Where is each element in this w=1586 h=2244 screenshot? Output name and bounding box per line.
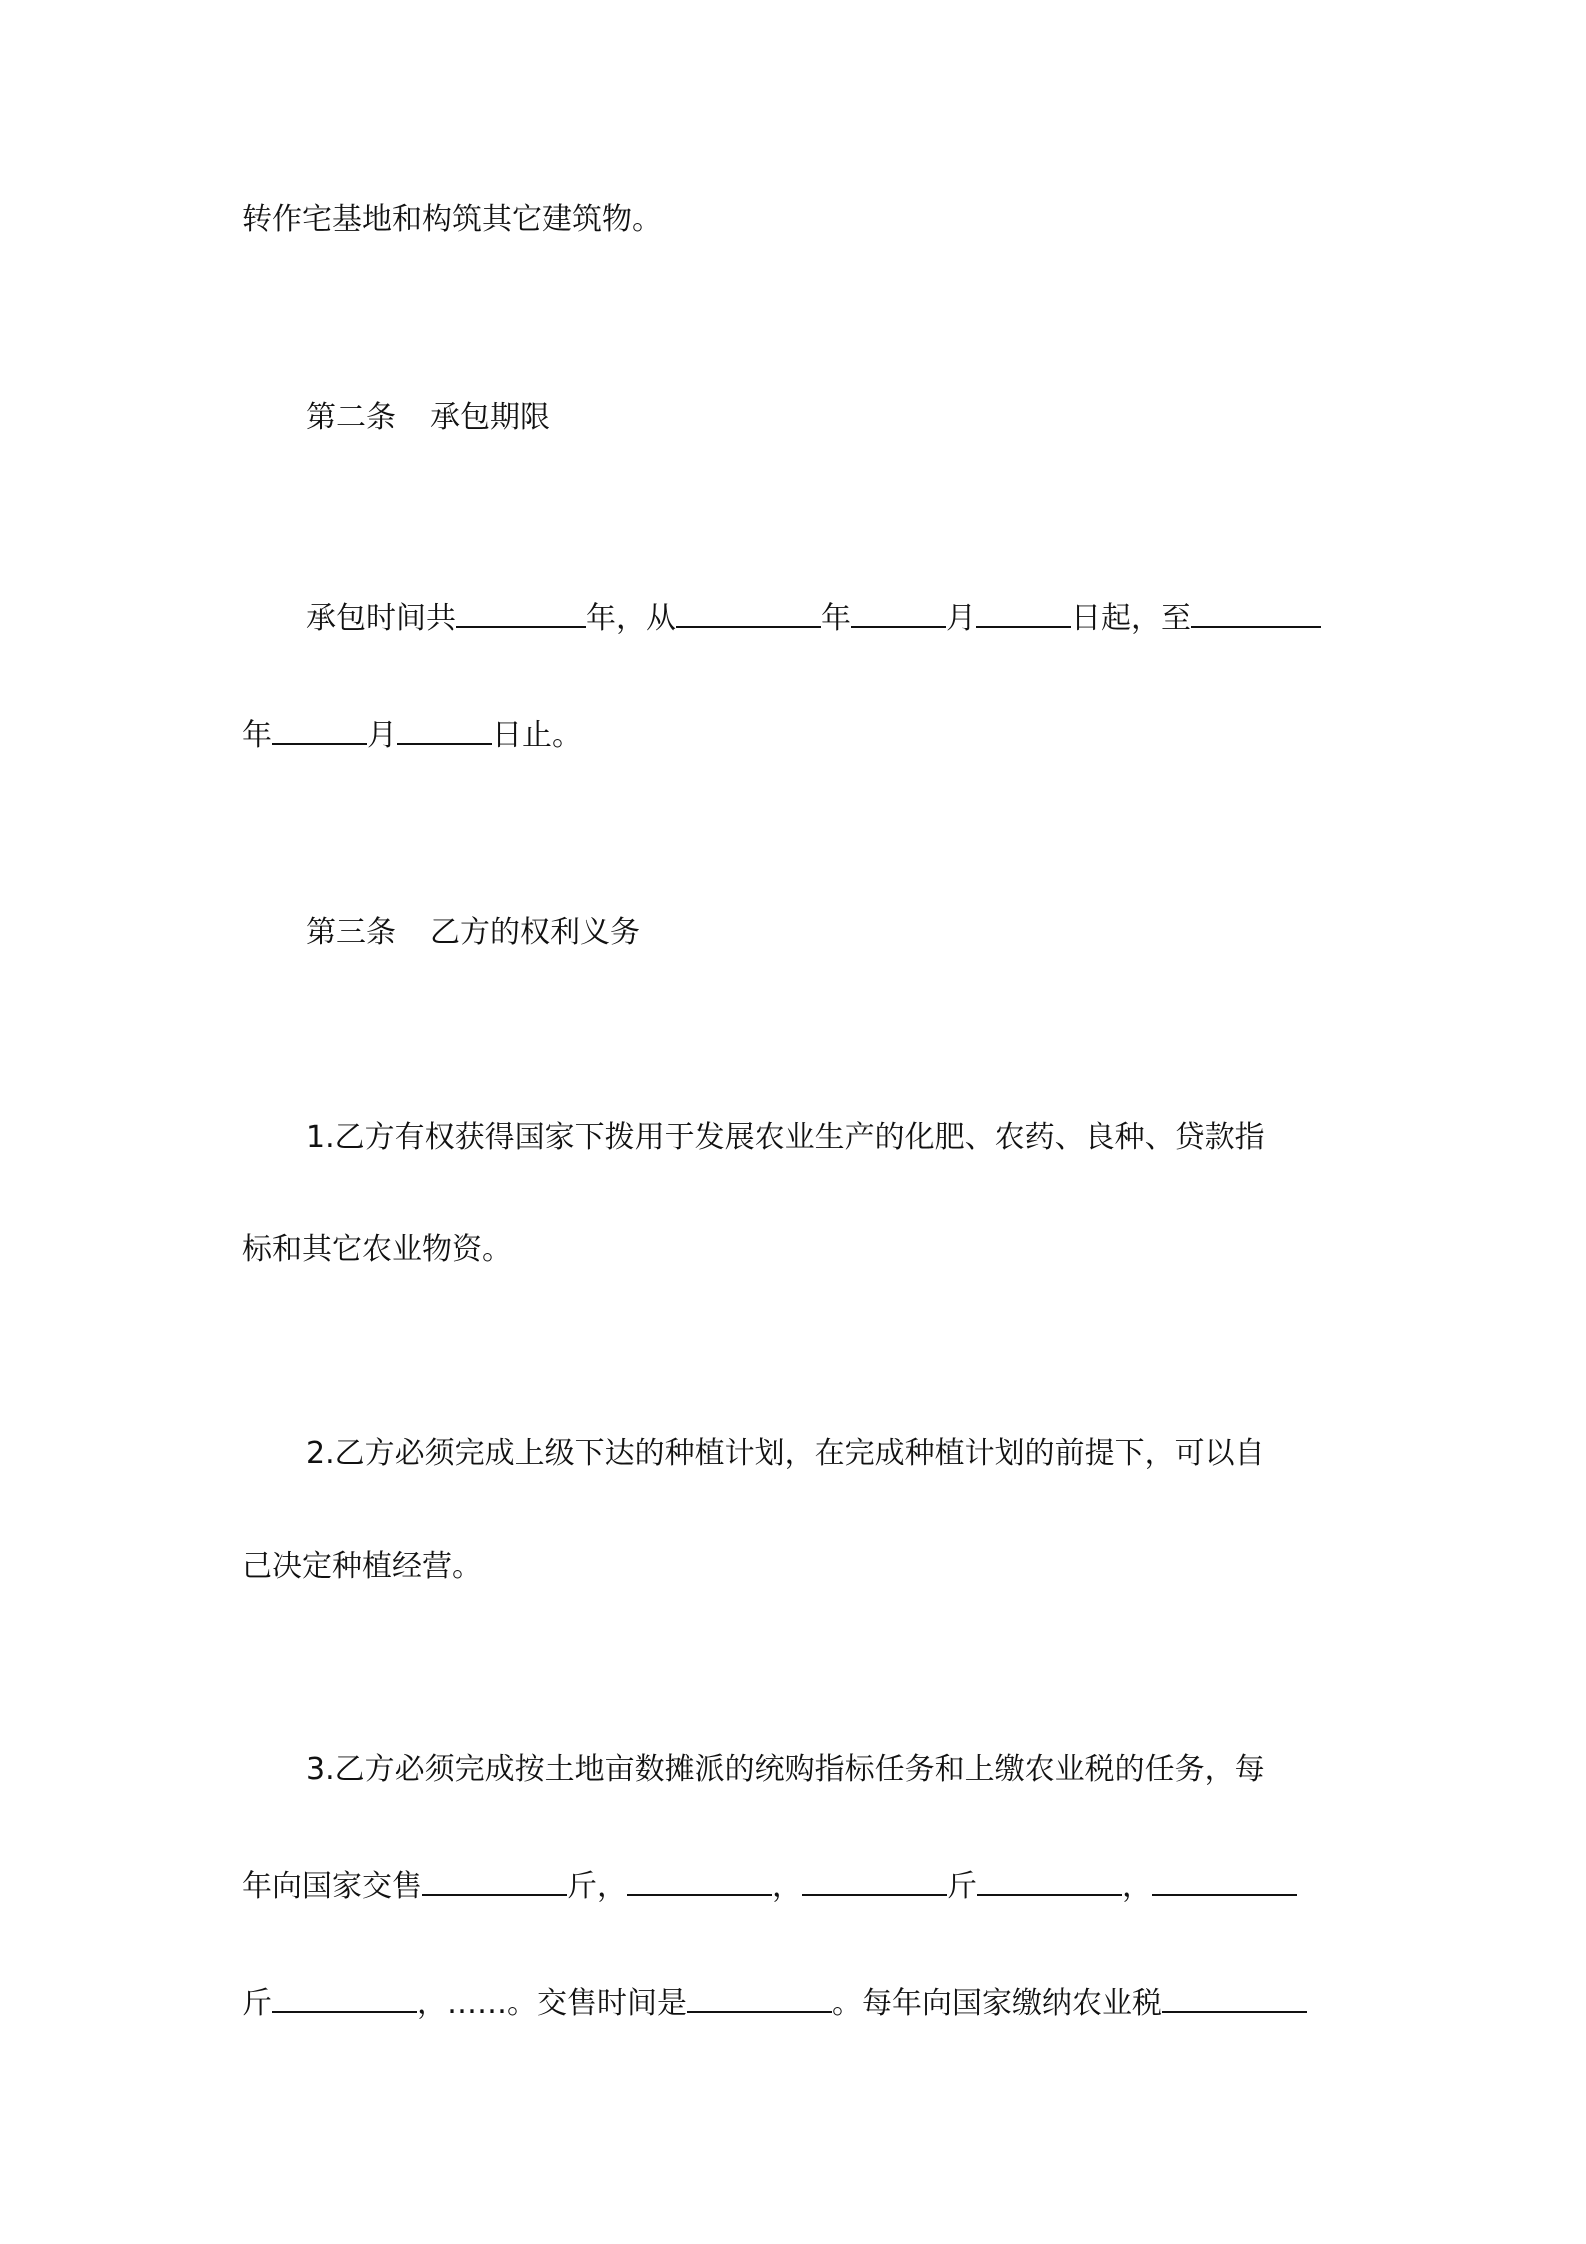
text: ， [772, 1869, 802, 1904]
text: 日起，至 [1071, 601, 1191, 636]
text: 斤， [567, 1869, 627, 1904]
blank-field[interactable] [1191, 598, 1321, 628]
article-heading-3 [306, 913, 640, 953]
item-2-line-1 [306, 1434, 1265, 1474]
text: 2.乙方必须完成上级下达的种植计划，在完成种植计划的前提下，可以自 [306, 1436, 1265, 1471]
article-heading-2 [306, 398, 550, 438]
item-3-line-1 [306, 1750, 1265, 1790]
text: ， [1122, 1869, 1152, 1904]
text: ，……。交售时间是 [417, 1986, 687, 2021]
blank-field[interactable] [1152, 1866, 1297, 1896]
article-title: 乙方的权利义务 [430, 915, 640, 950]
blank-field[interactable] [687, 1983, 832, 2013]
article-number: 第三条 [306, 915, 396, 950]
text: 年，从 [586, 601, 676, 636]
text: 年 [821, 601, 851, 636]
paragraph-line [242, 200, 662, 240]
blank-field[interactable] [397, 715, 492, 745]
blank-field[interactable] [977, 1866, 1122, 1896]
blank-field[interactable] [272, 1983, 417, 2013]
item-1-line-1 [306, 1118, 1265, 1158]
term-line-1 [306, 598, 1321, 638]
item-3-line-3 [242, 1983, 1307, 2023]
text: 日止。 [492, 718, 582, 753]
blank-field[interactable] [627, 1866, 772, 1896]
text: 标和其它农业物资。 [242, 1232, 512, 1267]
blank-field[interactable] [802, 1866, 947, 1896]
blank-field[interactable] [851, 598, 946, 628]
text: 月 [946, 601, 976, 636]
text: 己决定种植经营。 [242, 1549, 482, 1584]
blank-field[interactable] [456, 598, 586, 628]
text: 承包时间共 [306, 601, 456, 636]
text: 斤 [242, 1986, 272, 2021]
article-number: 第二条 [306, 400, 396, 435]
item-2-line-2 [242, 1547, 482, 1587]
blank-field[interactable] [272, 715, 367, 745]
item-1-line-2 [242, 1230, 512, 1270]
text: 转作宅基地和构筑其它建筑物。 [242, 202, 662, 237]
text: 斤 [947, 1869, 977, 1904]
term-line-2 [242, 715, 582, 755]
item-3-line-2 [242, 1866, 1297, 1906]
blank-field[interactable] [422, 1866, 567, 1896]
text: 年 [242, 718, 272, 753]
text: 年向国家交售 [242, 1869, 422, 1904]
article-title: 承包期限 [430, 400, 550, 435]
text: 1.乙方有权获得国家下拨用于发展农业生产的化肥、农药、良种、贷款指 [306, 1120, 1265, 1155]
text: 月 [367, 718, 397, 753]
text: 3.乙方必须完成按土地亩数摊派的统购指标任务和上缴农业税的任务，每 [306, 1752, 1265, 1787]
text: 。每年向国家缴纳农业税 [832, 1986, 1162, 2021]
blank-field[interactable] [1162, 1983, 1307, 2013]
blank-field[interactable] [976, 598, 1071, 628]
blank-field[interactable] [676, 598, 821, 628]
